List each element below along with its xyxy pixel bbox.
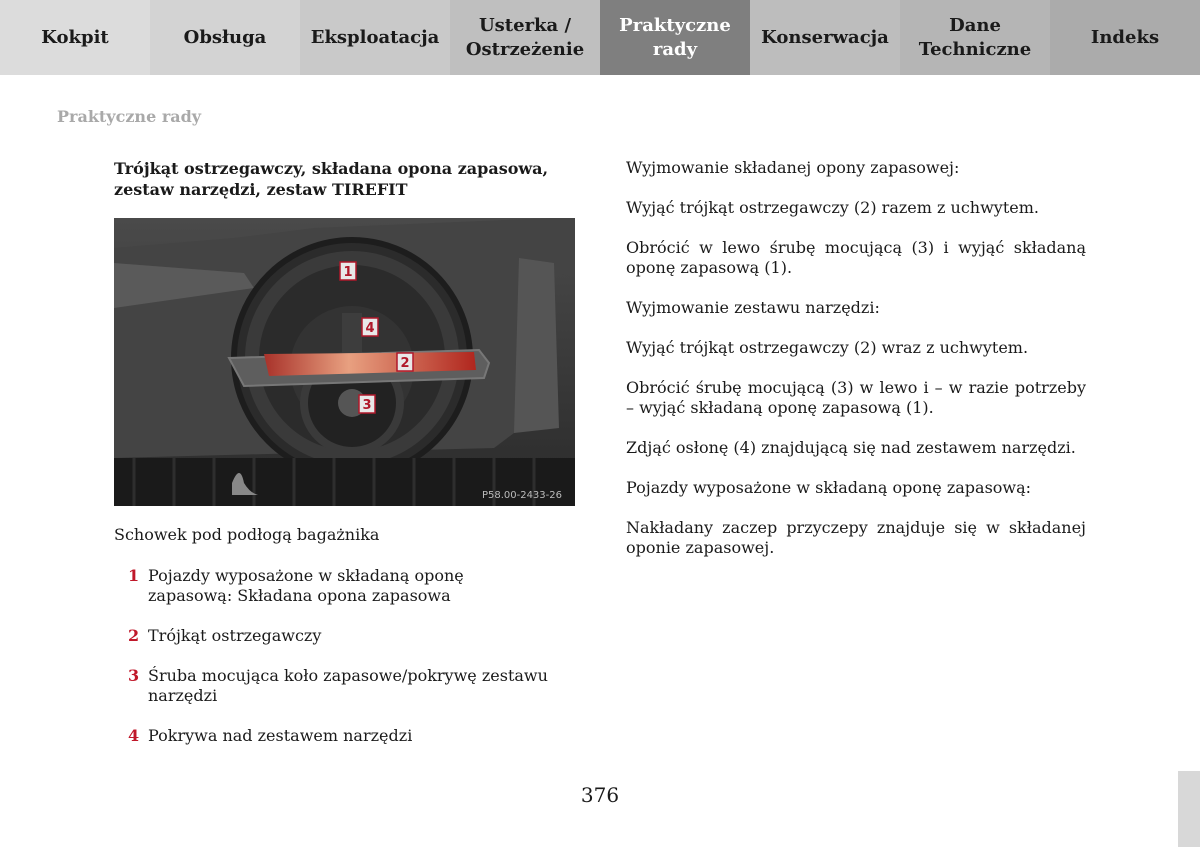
legend-item-1 (114, 566, 584, 606)
legend-item-3 (114, 666, 584, 706)
paragraph: Wyjąć trójkąt ostrzegawczy (2) wraz z uchwytem. (626, 338, 1029, 357)
legend-list (114, 566, 584, 766)
page-number: 376 (580, 783, 620, 807)
trunk-illustration (114, 218, 575, 506)
legend-text: Śruba mocująca koło zapasowe/pokrywę zestawu narzędzi (148, 666, 548, 705)
legend-item-4 (114, 726, 584, 746)
paragraph: Zdjąć osłonę (4) znajdującą się nad zestawem narzędzi. (626, 438, 1076, 457)
legend-number: 4 (128, 726, 140, 745)
svg-text:2: 2 (400, 356, 410, 371)
tab-kokpit[interactable]: Kokpit (0, 0, 150, 75)
tab-dane-techniczne[interactable]: Dane Techniczne (900, 0, 1050, 75)
tab-obsluga[interactable]: Obsługa (150, 0, 300, 75)
svg-text:3: 3 (362, 398, 372, 413)
photo-caption: Schowek pod podłogą bagażnika (114, 525, 380, 544)
tab-usterka-ostrzezenie[interactable]: Usterka / Ostrzeżenie (450, 0, 600, 75)
callout-3 (359, 395, 375, 413)
legend-item-2 (114, 626, 584, 646)
legend-number: 1 (128, 566, 140, 585)
paragraph: Nakładany zaczep przyczepy znajduje się w składanej oponie zapasowej. (626, 518, 1086, 557)
photo-code: P58.00-2433-26 (481, 490, 562, 501)
svg-text:4: 4 (365, 321, 375, 336)
side-thumb-marker (1178, 771, 1200, 847)
paragraph: Wyjmowanie zestawu narzędzi: (626, 298, 880, 317)
tab-eksploatacja[interactable]: Eksploatacja (300, 0, 450, 75)
callout-1 (340, 262, 356, 280)
callout-4 (362, 318, 378, 336)
callout-2 (397, 353, 413, 371)
paragraph: Pojazdy wyposażone w składaną oponę zapasową: (626, 478, 1032, 497)
tab-praktyczne-rady[interactable]: Praktyczne rady (600, 0, 750, 75)
tab-indeks[interactable]: Indeks (1050, 0, 1200, 75)
paragraph: Wyjmowanie składanej opony zapasowej: (626, 158, 960, 177)
legend-text: Pojazdy wyposażone w składaną oponę zapasową: Składana opona zapasowa (148, 566, 464, 605)
paragraph: Obrócić w lewo śrubę mocującą (3) i wyjąć składaną oponę zapasową (1). (626, 238, 1086, 277)
paragraph: Obrócić śrubę mocującą (3) w lewo i – w razie potrzeby – wyjąć składaną oponę zapasową (1). (626, 378, 1086, 417)
section-title: Praktyczne rady (57, 107, 202, 126)
legend-text: Pokrywa nad zestawem narzędzi (148, 726, 413, 745)
legend-number: 2 (128, 626, 140, 645)
tab-konserwacja[interactable]: Konserwacja (750, 0, 900, 75)
legend-text: Trójkąt ostrzegawczy (148, 626, 322, 645)
section-heading: Trójkąt ostrzegawczy, składana opona zapasowa, zestaw narzędzi, zestaw TIREFIT (114, 159, 549, 199)
paragraph: Wyjąć trójkąt ostrzegawczy (2) razem z uchwytem. (626, 198, 1039, 217)
left-column (114, 158, 584, 745)
trunk-storage-photo (114, 218, 575, 506)
svg-text:1: 1 (343, 265, 353, 280)
chapter-nav (0, 0, 1200, 75)
right-column (626, 158, 1086, 578)
legend-number: 3 (128, 666, 140, 685)
